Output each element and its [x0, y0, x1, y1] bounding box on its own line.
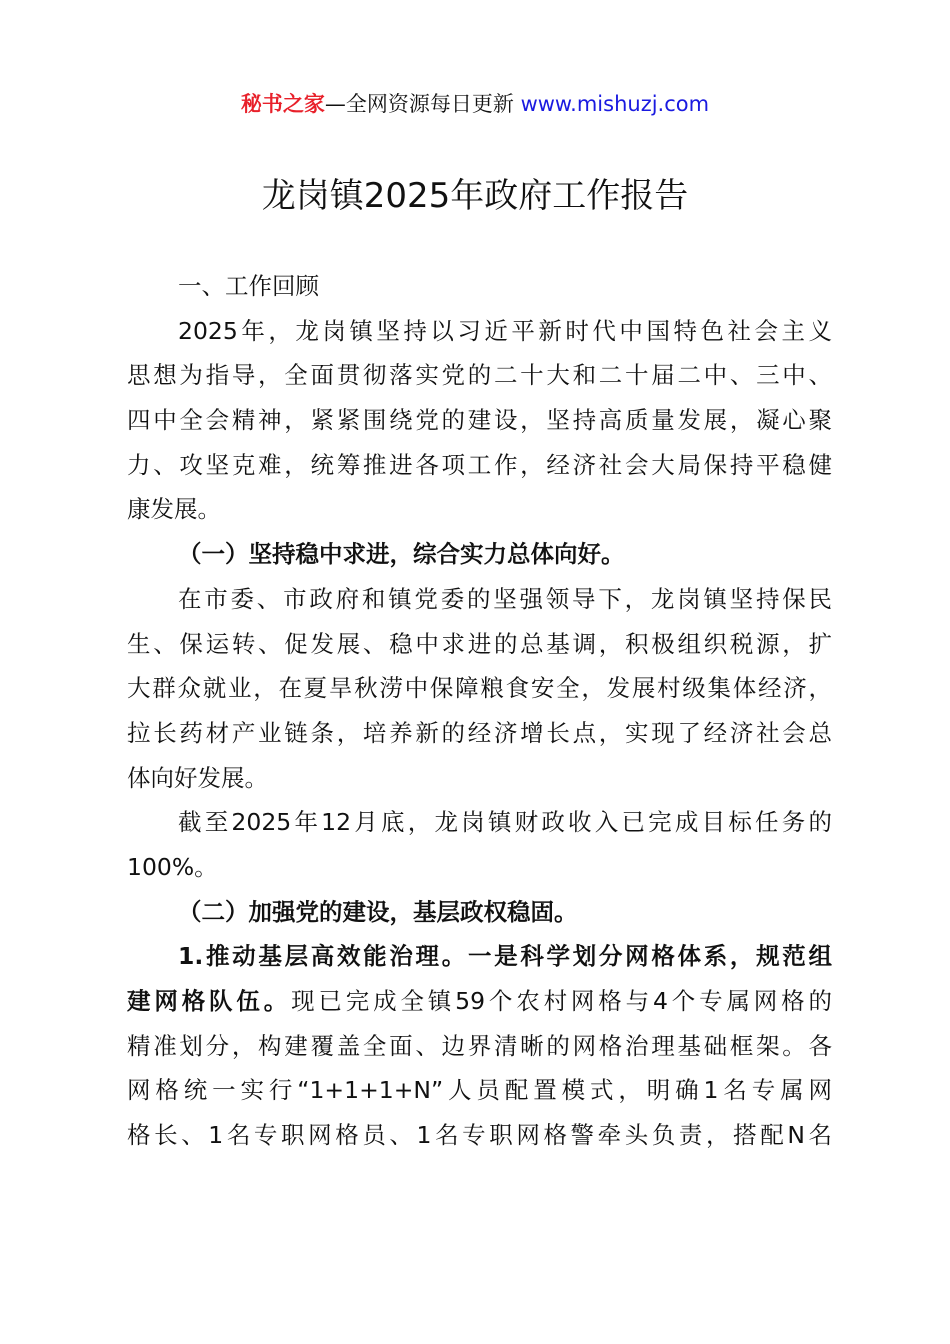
text-line	[127, 1068, 832, 1113]
text-line	[127, 622, 832, 667]
text-line	[127, 487, 832, 532]
site-url-link[interactable]: www.mishuzj.com	[520, 92, 710, 116]
document-body	[127, 264, 832, 1158]
text-line	[127, 577, 832, 622]
brand-name: 秘书之家	[240, 92, 325, 116]
text: 四中全会精神，紧紧围绕党的建设，坚持高质量发展，凝心聚	[127, 406, 832, 435]
text-line	[127, 934, 832, 979]
text-line	[127, 264, 832, 309]
text: 截至2025年12月底，龙岗镇财政收入已完成目标任务的	[178, 808, 832, 837]
text-line	[127, 845, 832, 890]
text-line	[127, 532, 832, 577]
text-line	[127, 979, 832, 1024]
text-line	[127, 353, 832, 398]
text: 大群众就业，在夏旱秋涝中保障粮食安全，发展村级集体经济，	[127, 674, 832, 703]
text-line	[127, 1113, 832, 1158]
text: 现已完成全镇59个农村网格与4个专属网格的	[291, 987, 832, 1015]
text-line	[127, 711, 832, 756]
bold-text: 建网格队伍。	[127, 987, 292, 1015]
text: 一、工作回顾	[178, 272, 319, 300]
text: 2025年，龙岗镇坚持以习近平新时代中国特色社会主义	[178, 316, 832, 345]
text: 100%。	[127, 852, 218, 881]
bold-text: （一）坚持稳中求进，综合实力总体向好。	[178, 540, 625, 569]
text-line	[127, 756, 832, 801]
text-line	[127, 1024, 832, 1069]
text: 拉长药材产业链条，培养新的经济增长点，实现了经济社会总	[127, 718, 832, 747]
text: 康发展。	[127, 495, 221, 524]
text: 生、保运转、促发展、稳中求进的总基调，积极组织税源，扩	[127, 629, 832, 658]
text: 精准划分，构建覆盖全面、边界清晰的网格治理基础框架。各	[127, 1031, 832, 1060]
text-line	[127, 443, 832, 488]
document-title: 龙岗镇2025年政府工作报告	[261, 176, 689, 216]
text-line	[127, 398, 832, 443]
text: 在市委、市政府和镇党委的坚强领导下，龙岗镇坚持保民	[178, 584, 832, 613]
text: 思想为指导，全面贯彻落实党的二十大和二十届二中、三中、	[127, 361, 832, 390]
text: 格长、1名专职网格员、1名专职网格警牵头负责，搭配N名	[127, 1121, 832, 1150]
text-line	[127, 890, 832, 935]
header-slogan: —全网资源每日更新	[324, 92, 521, 116]
text: 体向好发展。	[127, 763, 268, 792]
text: 网格统一实行“1+1+1+N”人员配置模式，明确1名专属网	[127, 1076, 832, 1105]
bold-text: （二）加强党的建设，基层政权稳固。	[178, 897, 578, 926]
text-line	[127, 800, 832, 845]
site-header	[0, 88, 950, 118]
text-line	[127, 666, 832, 711]
text: 力、攻坚克难，统筹推进各项工作，经济社会大局保持平稳健	[127, 450, 832, 479]
text-line	[127, 309, 832, 354]
bold-text: 1.推动基层高效能治理。一是科学划分网格体系，规范组	[178, 942, 832, 971]
